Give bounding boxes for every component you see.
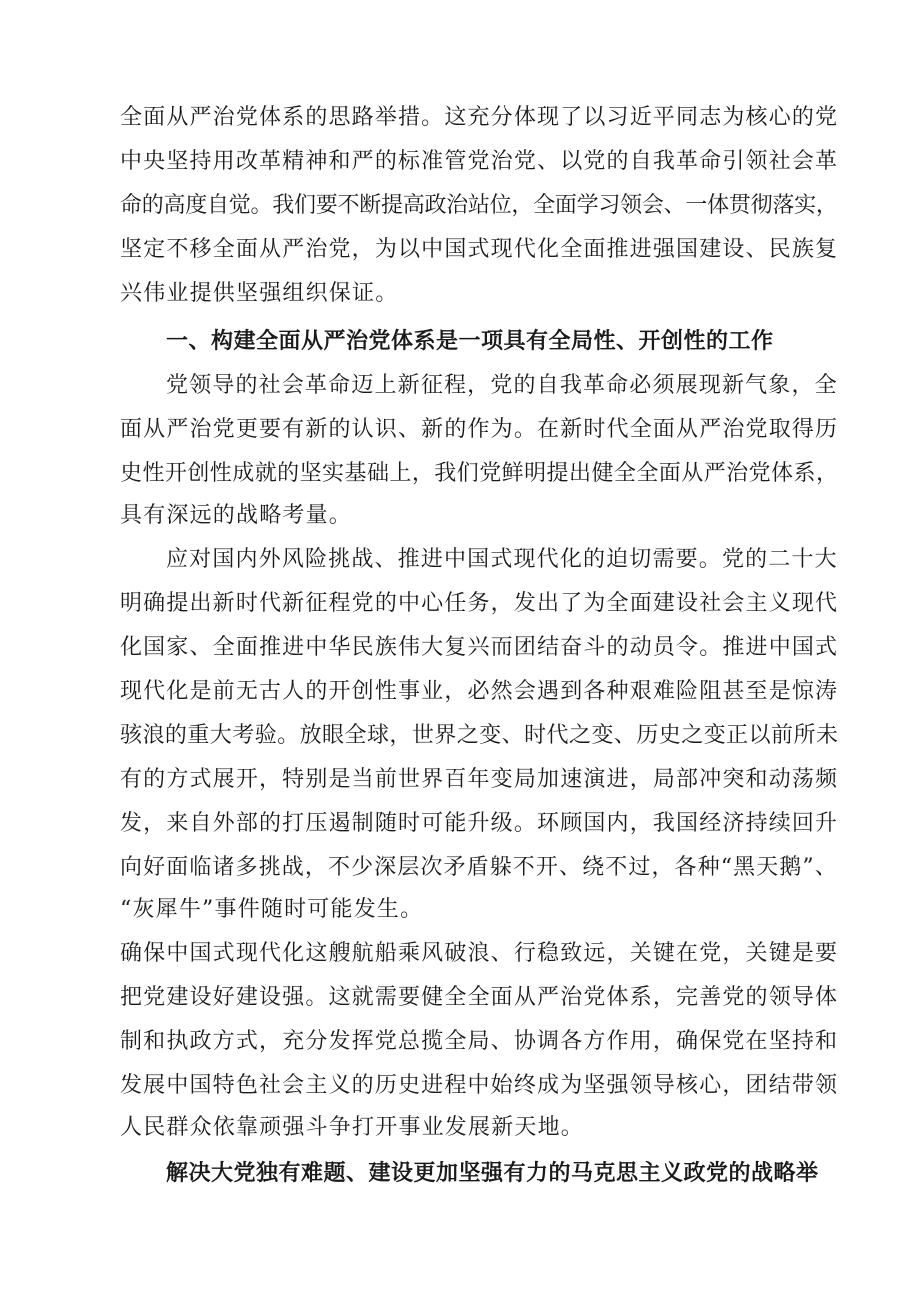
paragraph-line: 把党建设好建设强。这就需要健全全面从严治党体系，完善党的领导体 (120, 985, 839, 1010)
paragraph-line: 制和执政方式，充分发挥党总揽全局、协调各方作用，确保党在坚持和 (120, 1029, 839, 1054)
paragraph-line: 面从严治党更要有新的认识、新的作为。在新时代全面从严治党取得历 (120, 417, 839, 442)
paragraph-line: 确保中国式现代化这艘航船乘风破浪、行稳致远，关键在党，关键是要 (120, 941, 839, 966)
paragraph-line: 史性开创性成就的坚实基础上，我们党鲜明提出健全全面从严治党体系， (120, 461, 839, 486)
paragraph-line: 兴伟业提供坚强组织保证。 (120, 281, 399, 306)
paragraph-line: 化国家、全面推进中华民族伟大复兴而团结奋斗的动员令。推进中国式 (120, 635, 839, 660)
paragraph-line: 发展中国特色社会主义的历史进程中始终成为坚强领导核心，团结带领 (120, 1073, 839, 1098)
paragraph-line: 坚定不移全面从严治党，为以中国式现代化全面推进强国建设、民族复 (120, 237, 839, 262)
section-heading: 一、构建全面从严治党体系是一项具有全局性、开创性的工作 (166, 329, 774, 354)
paragraph-line: 党领导的社会革命迈上新征程，党的自我革命必须展现新气象，全 (166, 373, 838, 398)
paragraph-line: 人民群众依靠顽强斗争打开事业发展新天地。 (120, 1115, 585, 1140)
paragraph-line: 全面从严治党体系的思路举措。这充分体现了以习近平同志为核心的党 (120, 105, 839, 130)
section-heading: 解决大党独有难题、建设更加坚强有力的马克思主义政党的战略举 (166, 1161, 819, 1186)
paragraph-line: 骇浪的重大考验。放眼全球，世界之变、时代之变、历史之变正以前所未 (120, 723, 839, 748)
paragraph-line: 中央坚持用改革精神和严的标准管党治党、以党的自我革命引领社会革 (120, 149, 839, 174)
paragraph-line: 具有深远的战略考量。 (120, 503, 353, 528)
paragraph-line: 向好面临诸多挑战，不少深层次矛盾躲不开、绕不过，各种“黑天鹅”、 (120, 855, 838, 880)
paragraph-line: 明确提出新时代新征程党的中心任务，发出了为全面建设社会主义现代 (120, 591, 839, 616)
paragraph-line: 有的方式展开，特别是当前世界百年变局加速演进，局部冲突和动荡频 (120, 767, 839, 792)
paragraph-line: 发，来自外部的打压遏制随时可能升级。环顾国内，我国经济持续回升 (120, 811, 839, 836)
paragraph-line: 现代化是前无古人的开创性事业，必然会遇到各种艰难险阻甚至是惊涛 (120, 679, 839, 704)
paragraph-line: “灰犀牛”事件随时可能发生。 (120, 897, 424, 922)
paragraph-line: 应对国内外风险挑战、推进中国式现代化的迫切需要。党的二十大 (166, 547, 838, 572)
paragraph-line: 命的高度自觉。我们要不断提高政治站位，全面学习领会、一体贯彻落实， (120, 193, 838, 218)
